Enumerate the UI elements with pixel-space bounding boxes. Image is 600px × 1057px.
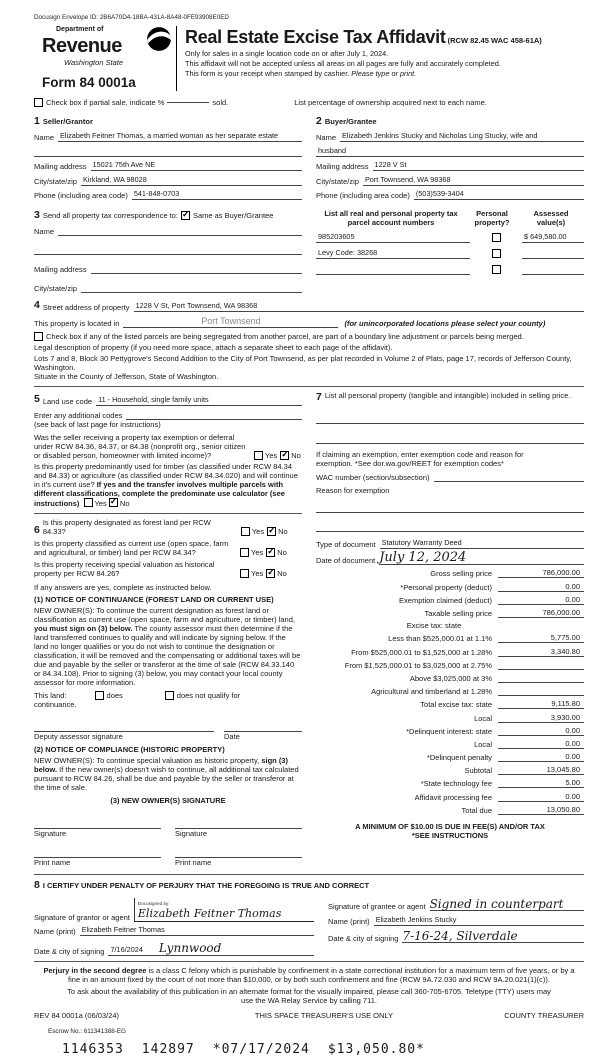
tier1-value[interactable]: 5,775.00 [498,633,584,643]
right-column [316,391,584,867]
notice-compliance-title: (2) NOTICE OF COMPLIANCE (HISTORIC PROPERTY) [34,745,225,755]
exemption-claimed-value[interactable]: 0.00 [498,595,584,605]
correspondence-mailing-field[interactable] [91,264,302,274]
section-5-number: 5 [34,393,40,406]
local-interest-value[interactable]: 0.00 [498,739,584,749]
subtotal-value[interactable]: 13,045.80 [498,765,584,775]
tax-row-taxable: Taxable selling price 786,000.00 [316,608,584,618]
tier2-value[interactable]: 3,340.80 [498,647,584,657]
grantor-signing-block [34,894,314,956]
legal-description-text: Lots 7 and 8, Block 30 Pettygrove's Second Addition to the City of Port Townsend, as per plat recorded in Volume 2 of Plats, page 17, records of Jefferson County, Washington. [34,354,572,373]
section-6-divider [34,513,302,514]
notice-compliance-body [34,756,302,792]
grantor-signature-field[interactable] [134,898,314,921]
legal-description-label: Legal description of property (if you need more space, attach a separate sheet to each page of the affidavit). [34,343,393,353]
assessed-value-header: Assessed value(s) [533,209,569,228]
perjury-divider [34,961,584,962]
q2-yes-label: Yes [94,499,107,509]
section-8-number: 8 [34,879,40,892]
partial-sale-row [34,98,584,107]
wac-number-label: WAC number (section/subsection) [316,473,430,483]
personal-property-cell [470,265,522,275]
section-7-number: 7 [316,391,322,404]
new-owner-signature-field-2[interactable] [175,819,302,829]
personal-property-cell [470,249,522,259]
forest-land-question: Is this property designated as forest land per RCW 84.33? [42,518,211,537]
signature-label-2: Signature [175,829,208,839]
new-owner-signature-field-1[interactable] [34,819,161,829]
notice1-post: The county assessor must then determine if the land transferred continues to qualify and will indicate by signing below. If the land no longer qualifies or you do not wish to continue the designation or classification, it will be removed and the compensating or additional taxes will be due and payable by the seller or transferor at the time of sale (RCW 84.33.140 or 84.34.108). Prior to signing (3) below, you may contact your local county assessor for more information. [34,624,301,688]
personal-property-cell [470,233,522,243]
current-use-question: Is this property classified as current use (open space, farm and agricultural, or timber) land per RCW 84.34? [34,539,229,558]
personal-property-header: Personal property? [474,209,510,228]
left-column [34,391,302,867]
street-address-label: Street address of property [42,302,130,312]
currentuse-no-checkbox[interactable] [266,548,275,557]
buyer-name-label: Name [316,133,337,143]
treasurer-use-only: THIS SPACE TREASURER'S USE ONLY [254,1010,394,1020]
currentuse-no-label: No [277,548,287,558]
tax-row-tech-fee: *State technology fee 5.00 [316,778,584,788]
correspondence-name-label: Name [34,227,55,237]
q1-yes-checkbox[interactable] [254,451,263,460]
department-of-label: Department of [56,25,104,33]
does-checkbox[interactable] [95,691,104,700]
legal-description-text-2: Situate in the County of Jefferson, State of Washington. [34,372,219,382]
rev-number: REV 84 0001a (06/03/24) [34,1010,120,1020]
section-divider [34,386,584,387]
state-technology-fee-value[interactable]: 5.00 [498,778,584,788]
certify-divider [34,874,584,875]
reason-exemption-field-1[interactable] [316,503,584,513]
partial-sale-label: Check box if partial sale, indicate % [46,98,165,108]
parties-section [34,115,584,200]
does-not-label: does not qualify for [176,691,241,701]
tax-row-subtotal: Subtotal 13,045.80 [316,765,584,775]
exemption-question: Was the seller receiving a property tax exemption or deferral under RCW 84.36, 84.37, or 84.38 (nonprofit org., senior citizen or disabled person, homeowner with limited income)? [34,433,246,461]
buyer-grantee-block [316,115,584,200]
tax-correspondence-block [34,209,302,293]
buyer-phone-field[interactable]: (503)539-3404 [414,190,584,200]
parcel-number-field-3[interactable] [316,274,470,275]
q1-no-checkbox[interactable] [280,451,289,460]
escrow-line [48,1028,584,1036]
type-of-document-field[interactable]: Statutory Warranty Deed [380,539,584,549]
section-2-number: 2 [316,115,322,128]
tax-row-delinquent-interest: *Delinquent interest: state 0.00 [316,726,584,736]
grantee-signature-label: Signature of grantee or agent [328,902,426,912]
street-address-field[interactable]: 1228 V St, Port Townsend, WA 98368 [134,302,584,312]
this-land-row [34,691,302,700]
correspondence-citystatezip-label: City/state/zip [34,284,77,294]
tax-row-local: Local 3,930.00 [316,713,584,723]
notice2-post: If the new owner(s) doesn't wish to continue, all additional tax calculated pursuant to RCW 84.26, shall be due and payable by the seller or transferor at the time of sale. [34,765,299,793]
docusign-envelope-id: Docusign Envelope ID: 2B6A70D4-18BA-431A-8A48-0FE93908E0ED [34,14,229,21]
treasurer-stamp [62,1042,584,1057]
buyer-phone-label: Phone (including area code) [316,191,410,201]
header-divider [176,26,177,92]
historical-no-label: No [277,569,287,579]
tax-row-tier3: From $1,525,000.01 to $3,025,000 at 2.75% [316,660,584,670]
section-4-number: 4 [34,299,40,312]
parcel-row [316,265,584,275]
grantee-signing-block [328,894,584,956]
delinquent-penalty-value[interactable]: 0.00 [498,752,584,762]
buyer-citystatezip-field[interactable]: Port Townsend, WA 98368 [363,176,584,186]
new-owner-signature-title: (3) NEW OWNER(S) SIGNATURE [110,796,226,806]
notice1-bold: you must sign on (3) below. [34,624,133,634]
assessed-value-field[interactable]: $ 649,580.00 [522,233,584,243]
correspondence-name-field[interactable] [58,226,302,236]
correspondence-name-field-2[interactable] [34,245,302,255]
tax-row-excise-header: Excise tax: state [406,621,462,631]
section-1-title: Seller/Grantor [42,117,93,127]
notice-continuance-title: (1) NOTICE OF CONTINUANCE (FOREST LAND OR CURRENT USE) [34,595,274,605]
additional-codes-note: (see back of last page for instructions) [34,420,161,430]
grantee-date-field[interactable]: 7-16-24, Silverdale [402,930,584,943]
signature-label-1: Signature [34,829,67,839]
grantor-print-label: Name (print) [34,927,76,937]
stamp-amount: $13,050.80* [327,1041,425,1057]
title-block [185,26,584,92]
grantee-date-label: Date & city of signing [328,934,399,944]
grantee-signature-field[interactable]: Signed in counterpart [430,898,584,911]
section-1-number: 1 [34,115,40,128]
deputy-date-label: Date [224,732,240,742]
q2-yes-checkbox[interactable] [84,498,93,507]
perjury-note [34,966,584,984]
tax-row-processing-fee: Affidavit processing fee 0.00 [316,792,584,802]
section-2-title: Buyer/Grantee [324,117,377,127]
seller-name-field-2[interactable] [34,147,302,157]
notice2-pre: NEW OWNER(S): To continue special valuation as historic property, [34,756,262,766]
perjury-bold: Perjury in the second degree [43,965,147,975]
instruction-line-3 [185,70,584,79]
q1-no-label: No [291,451,301,461]
parcel-row [316,233,584,243]
dor-logo-icon [146,26,172,52]
forest-yes-label: Yes [251,527,265,537]
grantee-print-field[interactable]: Elizabeth Jenkins Stucky [374,916,584,926]
personal-property-checkbox-1[interactable] [492,233,501,242]
personal-property-deduct-value[interactable]: 0.00 [498,582,584,592]
section-3-intro: Send all property tax correspondence to: [42,211,178,221]
personal-property-field-1[interactable] [316,414,584,424]
form-title: Real Estate Excise Tax Affidavit [185,26,446,47]
seller-citystatezip-label: City/state/zip [34,176,77,186]
unincorporated-note: (for unincorporated locations please select your county) [344,319,546,329]
deputy-signature-label: Deputy assessor signature [34,732,123,742]
deputy-signature-field[interactable] [34,722,214,732]
delinquent-interest-value[interactable]: 0.00 [498,726,584,736]
grantor-date-label: Date & city of signing [34,946,105,956]
timber-question-text: Is this property predominantly used for timber (as classified under RCW 84.34 and 84.33) or agriculture (as classified under RCW 84.34.020) and will continue in it's current use? [34,462,298,490]
forest-yes-checkbox[interactable] [241,527,250,536]
section-3-number: 3 [34,209,40,222]
q1-answer [254,451,301,460]
section-6-number: 6 [34,523,40,536]
timber-question-bold: If yes and the transfer involves multiple parcels with different classifications, complete the predominate use calculator (see instructions) [34,480,285,509]
tax-row-personal: *Personal property (deduct) 0.00 [316,582,584,592]
if-yes-note: If any answers are yes, complete as instructed below. [34,583,212,593]
instruction-line-1: Only for sales in a single location code on or after July 1, 2024. [185,48,389,58]
tier3-value[interactable] [498,660,584,670]
grantor-print-field[interactable]: Elizabeth Feitner Thomas [80,926,314,936]
perjury-rest: is a class C felony which is punishable by confinement in a state correctional institution for a maximum term of five years, or by a fine in an amount fixed by the court of not more than $10,000, or by both such confinement and fine (RCW 9A.72.030 and RCW 9A.20.021(1)(c)). [68,965,575,984]
same-as-buyer-checkbox[interactable] [181,211,190,220]
continuance-label: continuance. [34,700,77,710]
seller-grantor-block [34,115,302,200]
seller-mailing-label: Mailing address [34,162,87,172]
land-use-label: Land use code [42,396,93,406]
agricultural-value[interactable] [498,686,584,696]
forest-no-checkbox[interactable] [267,527,276,536]
correspondence-mailing-label: Mailing address [34,265,87,275]
wac-number-field[interactable] [434,472,584,482]
escrow-number: 611341388-EG [83,1027,126,1035]
tax-row-total-state: Total excise tax: state 9,115.80 [316,699,584,709]
tax-row-total-due: Total due 13,050.80 [316,805,584,815]
land-use-field[interactable]: 11 - Household, single family units [96,396,302,406]
washington-state-label: Washington State [64,57,124,67]
grantor-signature-value: Elizabeth Feitner Thomas [137,907,282,921]
grantor-date-value: 7/16/2024 [110,944,143,954]
personal-property-checkbox-3[interactable] [492,265,501,274]
parcel-table [316,209,584,293]
partial-sale-percent-field[interactable] [167,102,209,103]
historical-yes-label: Yes [251,569,264,579]
dor-logo-block [34,26,170,92]
personal-property-field-2[interactable] [316,434,584,444]
exemption-note: If claiming an exemption, enter exemption code and reason for exemption. *See dor.wa.gov/REET for exemption codes* [316,449,524,468]
buyer-name-field-2[interactable]: husband [316,147,584,157]
notice2-bold: sign (3) below. [34,756,288,775]
currentuse-yes-label: Yes [251,548,264,558]
historical-no-checkbox[interactable] [266,569,275,578]
tax-row-delinquent-penalty: *Delinquent penalty 0.00 [316,752,584,762]
grantor-city-value: Lynnwood [158,940,222,955]
assessed-value-field-2[interactable] [522,249,584,259]
ownership-percentage-note: List percentage of ownership acquired next to each name. [294,98,487,108]
additional-codes-label: Enter any additional codes [34,411,123,421]
affidavit-processing-fee-value[interactable]: 0.00 [498,792,584,802]
certification-section [34,879,584,956]
does-label: does [106,691,123,701]
total-excise-state-value[interactable]: 9,115.80 [498,699,584,709]
new-owner-print-field-1[interactable] [34,848,161,858]
stamp-batch-number: 142897 [141,1041,195,1057]
buyer-mailing-field[interactable]: 1228 V St [373,161,584,171]
minimum-due-note: A MINIMUM OF $10.00 IS DUE IN FEE(S) AND/OR TAX [355,821,545,831]
print-name-label-1: Print name [34,858,71,868]
seller-name-label: Name [34,133,55,143]
partial-sale-checkbox[interactable] [34,98,43,107]
parcel-row [316,249,584,259]
seller-phone-label: Phone (including area code) [34,191,128,201]
forest-no-label: No [278,527,288,537]
tax-row-exemption: Exemption claimed (deduct) 0.00 [316,595,584,605]
correspondence-citystatezip-field[interactable] [81,283,302,293]
middle-columns [34,391,584,867]
located-in-label: This property is located in [34,319,120,329]
segregated-checkbox[interactable] [34,332,43,341]
new-owner-print-field-2[interactable] [175,848,302,858]
currentuse-yes-checkbox[interactable] [240,548,249,557]
revenue-wordmark: Revenue [42,34,122,57]
tax-row-local2: Local 0.00 [316,739,584,749]
correspondence-section [34,209,584,293]
reason-exemption-label: Reason for exemption [316,486,390,496]
historical-question: Is this property receiving special valuation as historical property per RCW 84.26? [34,560,215,579]
tax-row-tier1: Less than $525,000.01 at 1.1% 5,775.00 [316,633,584,643]
type-of-document-label: Type of document [316,540,376,550]
rcw-reference: (RCW 82.45 WAC 458-61A) [447,35,542,45]
local-tax-value[interactable]: 3,930.00 [498,713,584,723]
date-of-document-field[interactable]: July 12, 2024 [379,551,584,565]
seller-citystatezip-field[interactable]: Kirkland, WA 98028 [81,176,302,186]
footer-row [34,1011,584,1020]
instruction-line-3-text: This form is your receipt when stamped by cashier. [185,69,352,79]
county-treasurer-label: COUNTY TREASURER [504,1010,584,1020]
q1-yes-label: Yes [265,451,278,461]
personal-property-intro: List all personal property (tangible and intangible) included in selling price. [324,391,571,401]
seller-name-field[interactable]: Elizabeth Feitner Thomas, a married woman as her separate estate [58,132,302,142]
q2-no-checkbox[interactable] [109,498,118,507]
seller-phone-field[interactable]: 541-848-0703 [132,190,302,200]
seller-mailing-field[interactable]: 15021 75th Ave NE [91,161,302,171]
reason-exemption-field-2[interactable] [316,522,584,532]
this-land-label: This land: [34,691,67,701]
additional-codes-field[interactable] [126,410,302,420]
segregated-label: Check box if any of the listed parcels are being segregated from another parcel, are part of a boundary line adjustment or parcels being merged. [46,332,524,342]
escrow-label: Escrow No.: [48,1027,82,1035]
q2-no-label: No [119,499,130,509]
taxable-selling-price-value[interactable]: 786,000.00 [498,608,584,618]
personal-property-checkbox-2[interactable] [492,249,501,258]
does-not-checkbox[interactable] [165,691,174,700]
parcel-table-header [316,209,584,227]
q3-answer [241,527,288,536]
date-of-document-label: Date of document [316,556,376,566]
q5-answer [240,569,287,578]
assessed-value-field-3[interactable] [522,265,584,275]
grantee-print-label: Name (print) [328,916,370,926]
located-in-field[interactable]: Port Townsend [123,316,338,328]
type-or-print-note: Please type or print. [351,69,417,79]
tax-row-gross: Gross selling price 786,000.00 [316,568,584,578]
stamp-date: *07/17/2024 [212,1041,310,1057]
tax-row-agricultural: Agricultural and timberland at 1.28% [316,686,584,696]
tier4-value[interactable] [498,673,584,683]
print-name-label-2: Print name [175,858,212,868]
notice1-pre: NEW OWNER(S): To continue the current designation as forest land or classification as current use (open space, farm and agriculture, or timber) land, [34,606,295,625]
buyer-name-field[interactable]: Elizabeth Jenkins Stucky and Nicholas Ling Stucky, wife and [340,132,584,142]
grantor-signature-label: Signature of grantor or agent [34,912,130,922]
form-header [34,26,584,92]
grantor-date-field[interactable] [108,941,314,956]
tax-row-tier4: Above $3,025,000 at 3% [316,673,584,683]
same-as-buyer-label: Same as Buyer/Grantee [192,211,274,221]
form-number: Form 84 0001a [42,74,136,90]
notice-continuance-body [34,606,302,687]
sold-label: sold. [212,98,229,108]
parcel-numbers-header: List all real and personal property tax parcel account numbers [324,209,458,228]
levy-code-field[interactable]: Levy Code: 38268 [316,249,470,259]
q4-answer [240,548,287,557]
timber-question [34,462,302,508]
parcel-number-field[interactable]: 985203605 [316,233,470,243]
docusign-tag: Docusigned by: [137,901,170,907]
stamp-receipt-number: 1146353 [62,1041,124,1057]
certify-statement: I CERTIFY UNDER PENALTY OF PERJURY THAT THE FOREGOING IS TRUE AND CORRECT [42,881,370,891]
total-due-value[interactable]: 13,050.80 [498,805,584,815]
buyer-mailing-label: Mailing address [316,162,369,172]
tax-row-tier2: From $525,000.01 to $1,525,000 at 1.28% 3,340.80 [316,647,584,657]
buyer-citystatezip-label: City/state/zip [316,176,359,186]
property-address-section [34,299,584,381]
instruction-line-2: This affidavit will not be accepted unless all areas on all pages are fully and accurately completed. [185,58,501,68]
historical-yes-checkbox[interactable] [240,569,249,578]
see-instructions-note: *SEE INSTRUCTIONS [411,830,489,840]
gross-selling-price-value[interactable]: 786,000.00 [498,568,584,578]
alternate-format-note: To ask about the availability of this publication in an alternate format for the visually impaired, please call 360-705-6705. Teletype (TTY) users may use the WA Relay Service by calling 711. [67,986,551,1005]
